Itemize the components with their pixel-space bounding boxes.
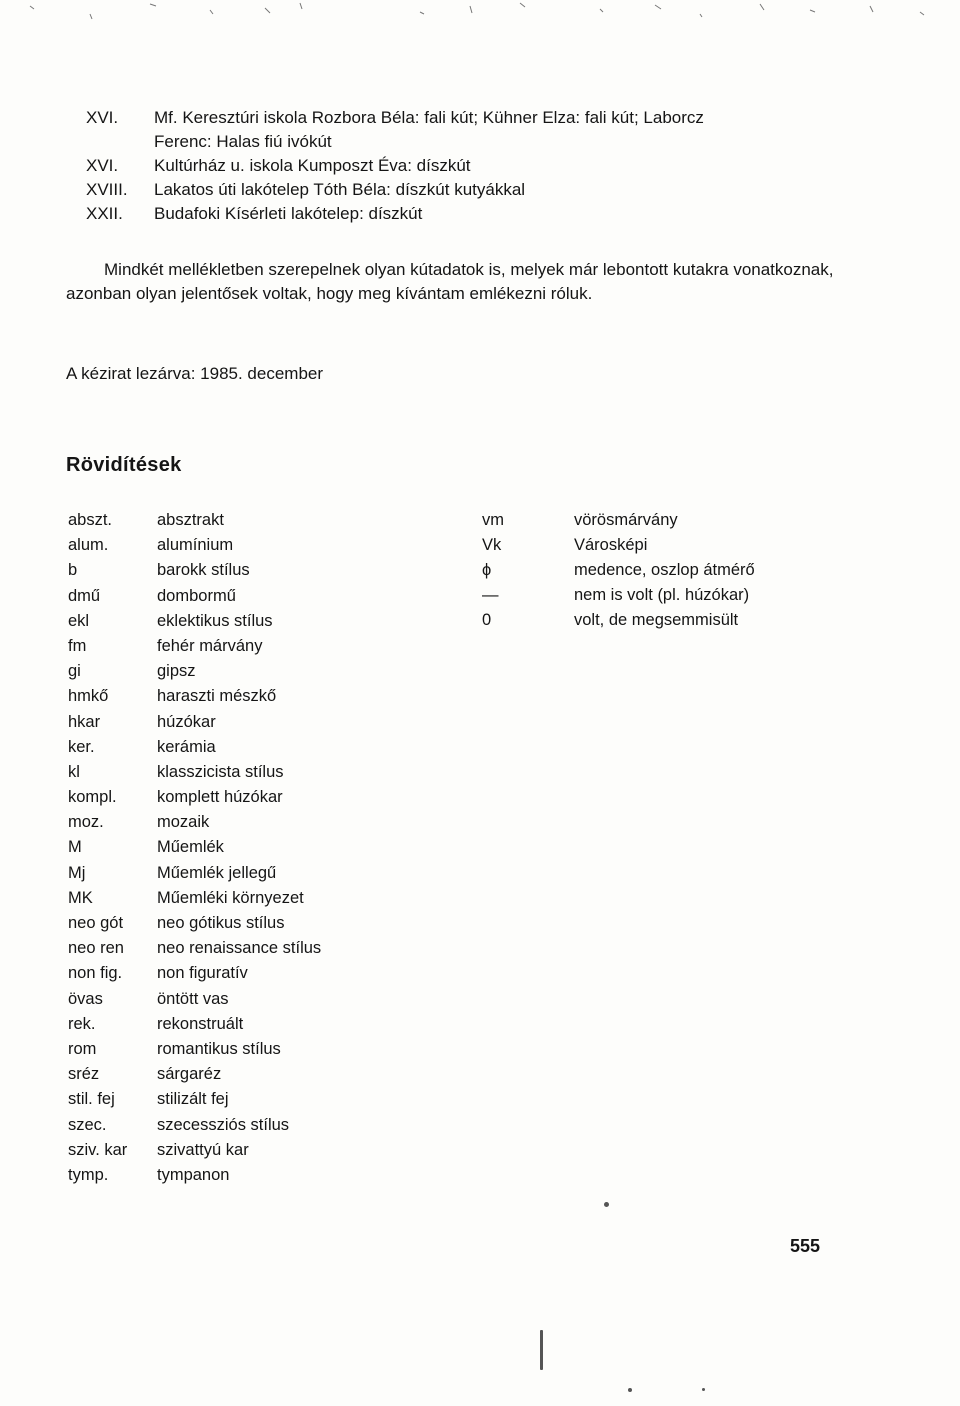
district-entry: Kultúrház u. iskola Kumposzt Éva: díszkút [154,156,471,175]
abbreviation-meaning: komplett húzókar [157,788,283,807]
abbreviation: sréz [68,1065,100,1084]
abbreviation-meaning: non figuratív [157,964,248,983]
district-number: XVIII. [86,180,128,199]
page-number: 555 [790,1236,821,1256]
abbreviation-row [68,861,321,886]
dash-symbol: — [482,586,499,604]
abbreviation-meaning: absztrakt [157,511,224,529]
abbreviation-meaning: rekonstruált [157,1014,244,1033]
abbreviation-meaning: öntött vas [157,989,229,1008]
abbreviation-meaning: nem is volt (pl. húzókar) [574,586,750,604]
abbreviation-meaning: medence, oszlop átmérő [574,561,755,579]
abbreviation-row [482,583,755,608]
abbreviation: kl [68,762,80,781]
abbreviation-meaning: Műemlék jellegű [157,863,277,882]
district-row [86,106,846,130]
abbreviation: non fig. [68,964,123,983]
abbreviation-list-right [482,508,755,633]
abbreviation-row [68,961,321,986]
abbreviation-row [68,735,321,760]
abbreviation-row [482,608,755,633]
abbreviation-row [68,584,321,609]
abbreviation: M [68,838,82,857]
abbreviation: hmkő [68,687,109,706]
abbreviation-row [68,1037,321,1062]
abbreviation-list-left [68,508,321,1188]
abbreviation-meaning: neo renaissance stílus [157,939,322,958]
abbreviation: Vk [482,536,502,554]
district-entry: Mf. Keresztúri iskola Rozbora Béla: fali kút; Kühner Elza: fali kút; Laborcz [154,108,704,127]
abbreviation-row [68,558,321,583]
abbreviation: abszt. [68,511,113,529]
manuscript-closing-date: A kézirat lezárva: 1985. december [66,364,324,383]
abbreviation-meaning: húzókar [157,712,216,731]
abbreviation-row [68,1138,321,1163]
district-number: XXII. [86,204,123,223]
abbreviation: b [68,561,78,580]
abbreviation-row [68,609,321,634]
abbreviation: szec. [68,1115,107,1134]
district-entry: Budafoki Kísérleti lakótelep: díszkút [154,204,423,223]
abbreviation-meaning: szivattyú kar [157,1140,249,1159]
abbreviation-meaning: tympanon [157,1165,230,1184]
abbreviation-meaning: barokk stílus [157,561,250,580]
district-number [86,130,154,154]
abbreviation-row [68,710,321,735]
abbreviation-meaning: Műemléki környezet [157,888,304,907]
district-entry: Lakatos úti lakótelep Tóth Béla: díszkút kutyákkal [154,180,526,199]
abbreviation-row [68,785,321,810]
abbreviations-heading: Rövidítések [66,454,182,476]
abbreviation-meaning: Városképi [574,536,648,554]
abbreviation-meaning: dombormű [157,586,236,605]
abbreviation-row [68,1012,321,1037]
district-number: XVI. [86,108,119,127]
abbreviation-meaning: Műemlék [157,838,224,857]
abbreviation-meaning: romantikus stílus [157,1039,281,1058]
scan-noise-top [0,0,960,40]
abbreviation-meaning: alumínium [157,536,234,555]
abbreviation: dmű [68,586,101,605]
abbreviation: fm [68,636,87,655]
diameter-symbol: ϕ [482,561,492,579]
abbreviation: kompl. [68,788,117,807]
abbreviation: Mj [68,863,86,882]
abbreviation: gi [68,662,81,681]
abbreviation-meaning: kerámia [157,737,216,756]
district-entry: Ferenc: Halas fiú ivókút [154,132,332,151]
abbreviation-meaning: klasszicista stílus [157,762,284,781]
abbreviation: MK [68,888,93,907]
abbreviation-meaning: neo gótikus stílus [157,914,285,932]
abbreviation: hkar [68,712,101,731]
district-row [86,178,846,202]
district-row [86,202,846,226]
district-number: XVI. [86,156,119,175]
abbreviation-row [68,684,321,709]
abbreviation-row [68,659,321,684]
abbreviation-meaning: szecessziós stílus [157,1115,290,1134]
scan-speck [604,1202,609,1207]
district-fountain-list [86,106,846,226]
district-row [86,130,846,154]
note-paragraph: Mindkét mellékletben szerepelnek olyan kútadatok is, melyek már lebontott kutakra vonatkoznak, azonban olyan jelentősek voltak, hogy meg kívántam emlékezni róluk. [66,260,834,303]
abbreviation: vm [482,511,504,529]
abbreviation-row [68,1113,321,1138]
abbreviation: sziv. kar [68,1140,128,1159]
abbreviation-row [68,1163,321,1188]
abbreviation-row [68,886,321,911]
abbreviation-row [68,987,321,1012]
abbreviation-row [68,810,321,835]
abbreviation-meaning: haraszti mészkő [157,687,277,706]
abbreviation-row [482,508,755,533]
abbreviation: moz. [68,813,104,832]
abbreviation: ekl [68,611,90,630]
abbreviation: rek. [68,1014,96,1033]
abbreviation-row [482,533,755,558]
abbreviation-row [482,558,755,583]
abbreviation: neo gót [68,914,124,932]
district-row [86,154,846,178]
scan-speck [628,1388,632,1392]
scan-speck [702,1388,705,1391]
zero-symbol: 0 [482,611,492,629]
abbreviation: övas [68,989,103,1008]
abbreviation: rom [68,1039,97,1058]
abbreviation-row [68,1062,321,1087]
abbreviation-meaning: stilizált fej [157,1090,229,1109]
abbreviation-meaning: volt, de megsemmisült [574,611,739,629]
abbreviation-row [68,634,321,659]
abbreviation: stil. fej [68,1090,115,1109]
abbreviation-meaning: vörösmárvány [574,511,678,529]
abbreviation: tymp. [68,1165,109,1184]
abbreviation-row [68,508,321,533]
abbreviation-row [68,911,321,936]
abbreviation: ker. [68,737,95,756]
abbreviation-meaning: gipsz [157,662,196,681]
abbreviation-row [68,1087,321,1112]
abbreviation-meaning: fehér márvány [157,636,263,655]
abbreviation-meaning: mozaik [157,813,210,832]
abbreviation: alum. [68,536,109,555]
abbreviation-row [68,835,321,860]
abbreviation-row [68,936,321,961]
abbreviation-meaning: eklektikus stílus [157,611,273,630]
abbreviation-row [68,760,321,785]
abbreviation-meaning: sárgaréz [157,1065,222,1084]
abbreviation: neo ren [68,939,124,958]
abbreviation-row [68,533,321,558]
scan-speck [540,1330,543,1370]
